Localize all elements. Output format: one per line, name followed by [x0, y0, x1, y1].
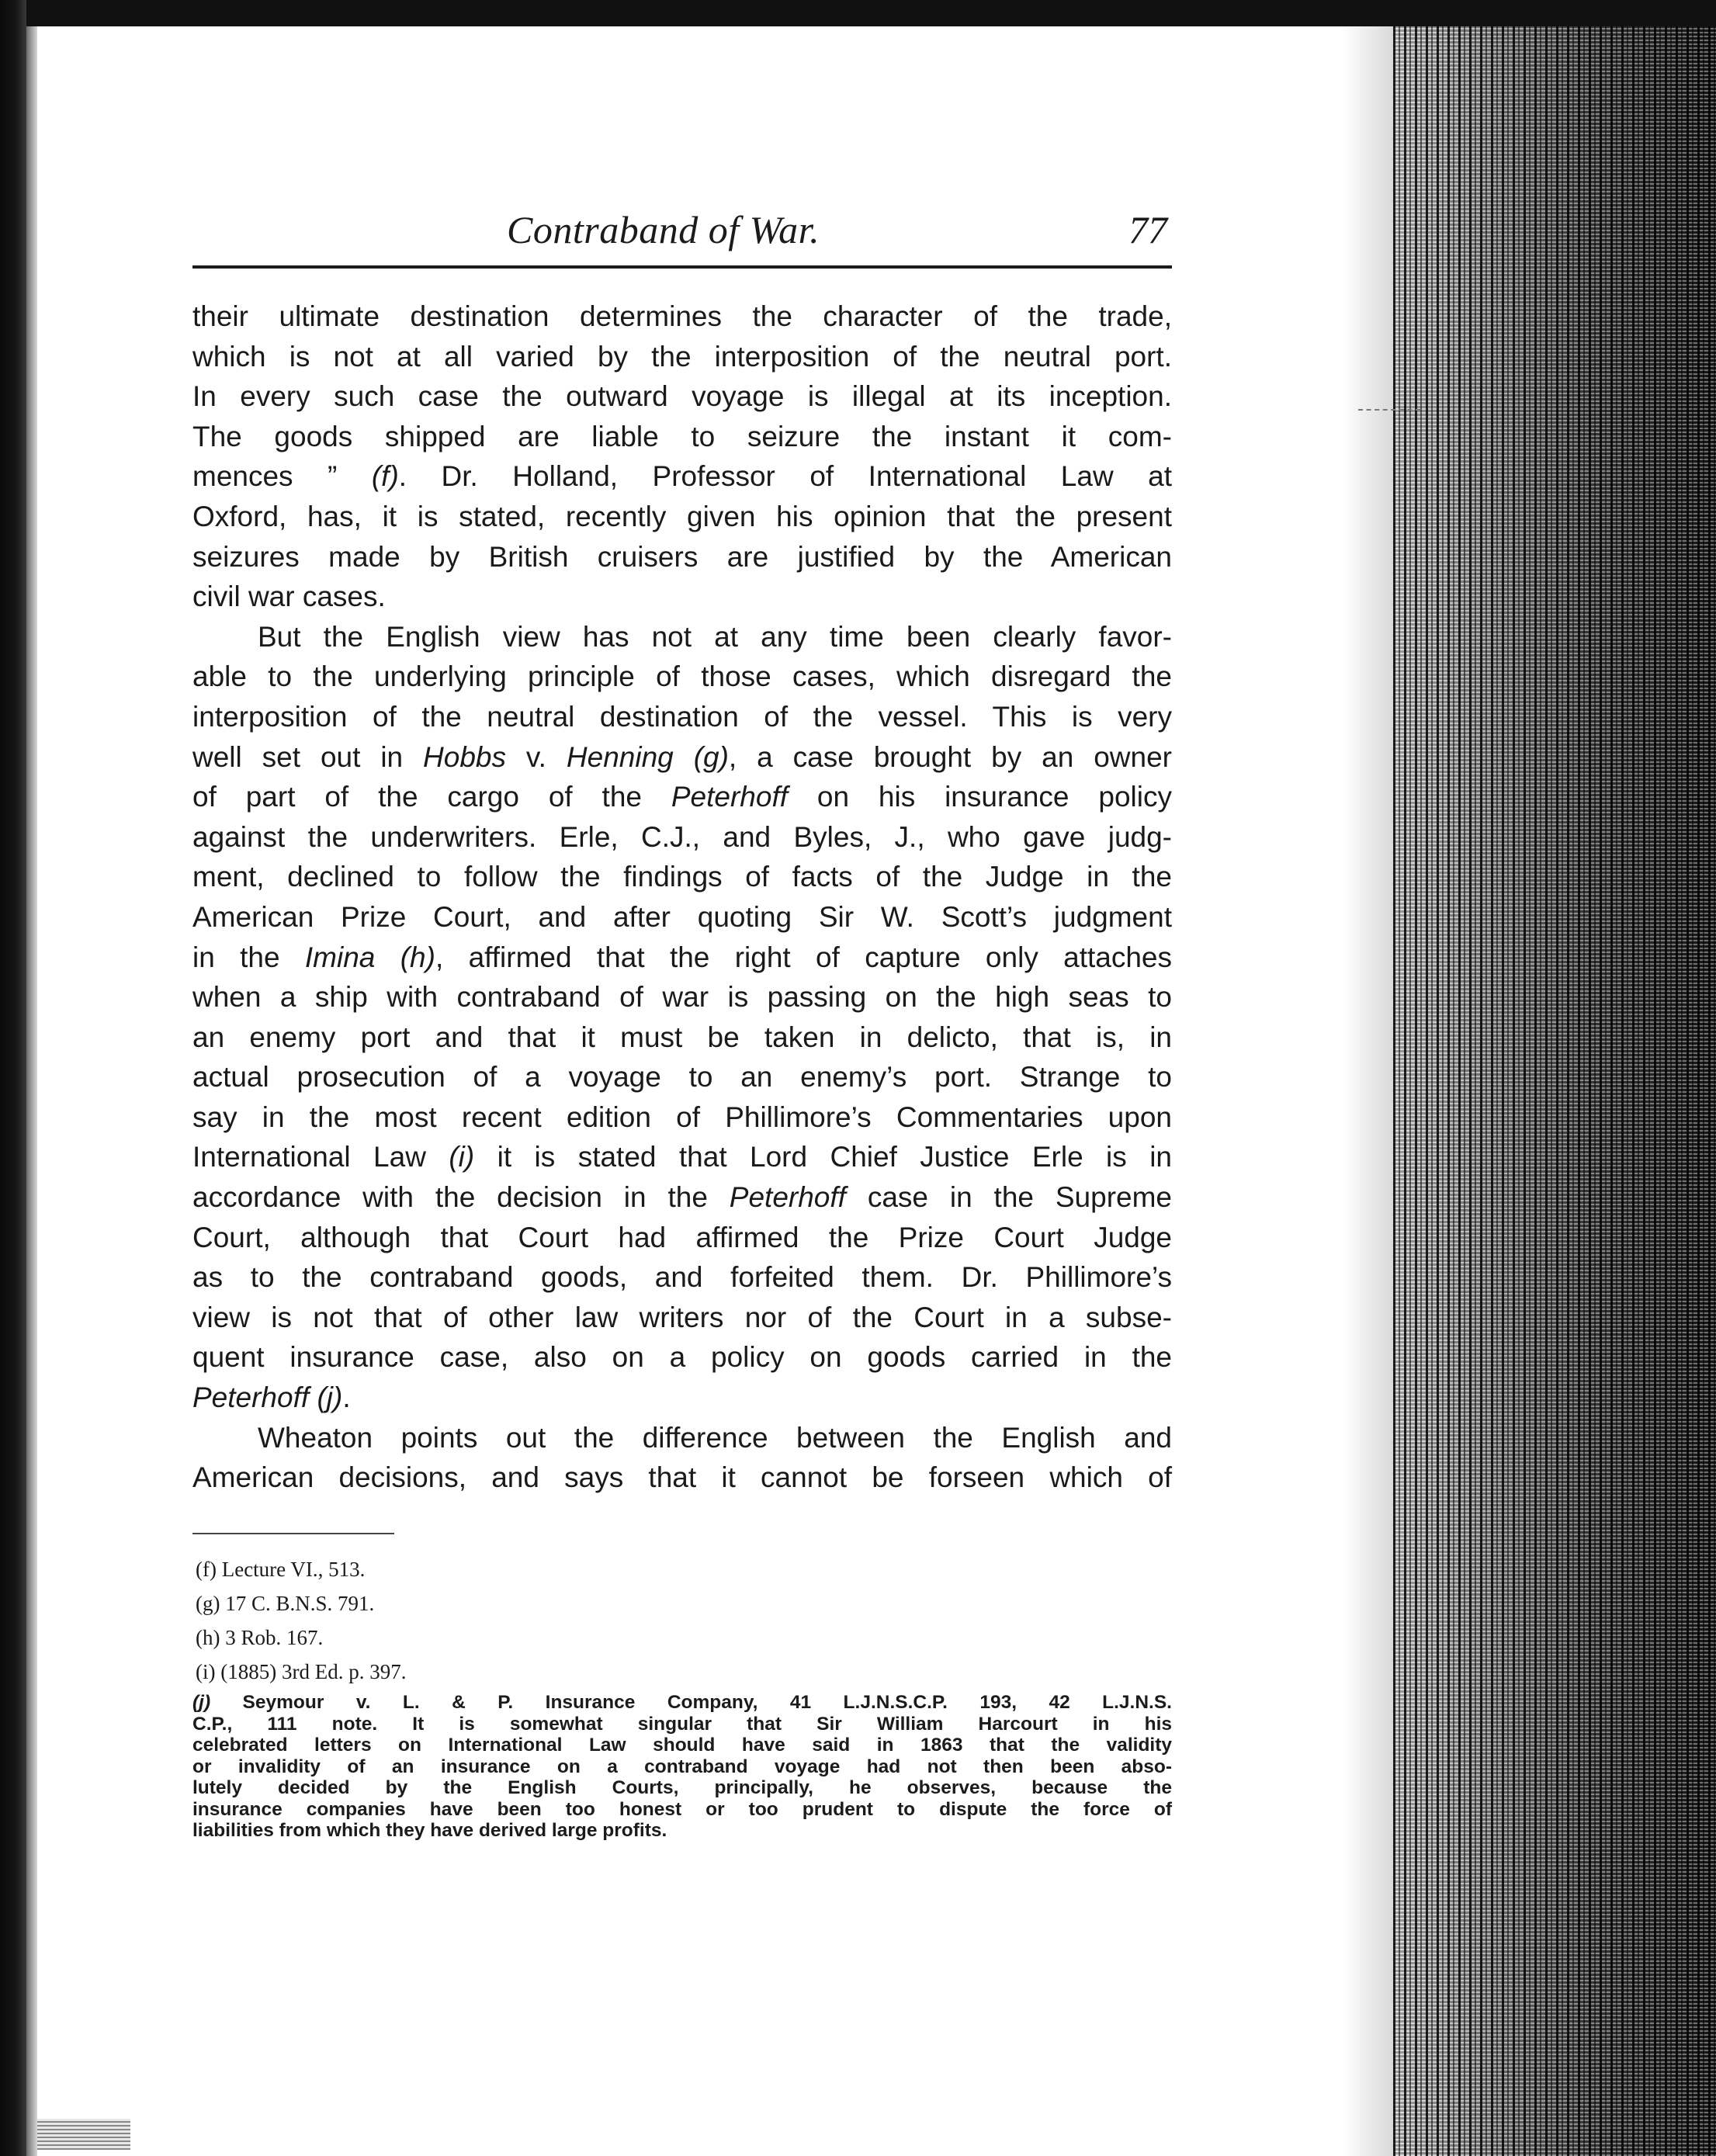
text-line: say in the most recent edition of Phillimore’s Commentaries upon — [192, 1101, 1172, 1133]
text-line: The goods shipped are liable to seizure the instant it com- — [192, 420, 1172, 452]
text-line: accordance with the decision in the Peterhoff case in the Supreme — [192, 1181, 1172, 1214]
footnote-g: (g) 17 C. B.N.S. 791. — [196, 1592, 375, 1615]
footnote-i: (i) (1885) 3rd Ed. p. 397. — [196, 1660, 407, 1683]
text-line: their ultimate destination determines the character of the trade, — [192, 300, 1172, 332]
scan-bottom-artifact — [37, 2119, 130, 2150]
footnote-f: (f) Lecture VI., 513. — [196, 1558, 366, 1581]
footnote-line: insurance companies have been too honest or too prudent to dispute the force of — [192, 1798, 1172, 1820]
running-title: Contraband of War. — [507, 208, 820, 251]
body-text — [192, 296, 1172, 1498]
text-line: International Law (i) it is stated that Lord Chief Justice Erle is in — [192, 1141, 1172, 1173]
text-line: ment, declined to follow the findings of facts of the Judge in the — [192, 861, 1172, 893]
text-line: civil war cases. — [192, 581, 386, 613]
footnote-line: C.P., 111 note. It is somewhat singular that Sir William Harcourt in his — [192, 1713, 1172, 1735]
scan-left-border — [0, 0, 26, 2156]
text-line: view is not that of other law writers nor of the Court in a subse- — [192, 1301, 1172, 1333]
footnote-line: liabilities from which they have derived large profits. — [192, 1820, 667, 1841]
page-number: 77 — [1128, 208, 1167, 251]
footnotes — [192, 1552, 1172, 1842]
book-page-edges — [1393, 26, 1716, 2156]
page-header — [192, 206, 1172, 268]
footnote-j — [192, 1692, 1172, 1842]
text-line: Wheaton points out the difference between the English and — [258, 1421, 1172, 1454]
text-line: against the underwriters. Erle, C.J., and Byles, J., who gave judg- — [192, 820, 1172, 853]
text-line: which is not at all varied by the interposition of the neutral port. — [192, 340, 1172, 373]
footnote-line: lutely decided by the English Courts, principally, he observes, because the — [192, 1777, 1172, 1798]
paragraph-3 — [192, 1418, 1172, 1498]
text-line: interposition of the neutral destination of the vessel. This is very — [192, 700, 1172, 733]
header-rule — [192, 265, 1172, 269]
text-line: as to the contraband goods, and forfeited them. Dr. Phillimore’s — [192, 1261, 1172, 1294]
text-line: actual prosecution of a voyage to an enemy’s port. Strange to — [192, 1061, 1172, 1094]
text-line: seizures made by British cruisers are justified by the American — [192, 540, 1172, 573]
text-line: But the English view has not at any time been clearly favor- — [258, 620, 1172, 653]
text-line: mences ” (f). Dr. Holland, Professor of International Law at — [192, 460, 1173, 493]
footnote-line: celebrated letters on International Law should have said in 1863 that the validity — [192, 1735, 1172, 1756]
text-line: In every such case the outward voyage is illegal at its inception. — [192, 380, 1172, 413]
text-line: Court, although that Court had affirmed the Prize Court Judge — [192, 1221, 1172, 1253]
text-line: American decisions, and says that it cannot be forseen which of — [192, 1461, 1172, 1494]
scan-top-border — [0, 0, 1716, 26]
footnote-rule — [192, 1533, 394, 1534]
text-line: quent insurance case, also on a policy on goods carried in the — [192, 1341, 1172, 1374]
scan-dash-artifact — [1358, 409, 1420, 411]
text-line: of part of the cargo of the Peterhoff on his insurance policy — [192, 781, 1172, 813]
paragraph-2 — [192, 617, 1172, 1418]
footnote-line: or invalidity of an insurance on a contraband voyage had not then been abso- — [192, 1756, 1172, 1777]
paragraph-1 — [192, 296, 1172, 617]
scan-right-fade — [1343, 26, 1397, 2156]
text-line: American Prize Court, and after quoting Sir W. Scott’s judgment — [192, 900, 1172, 933]
text-line: in the Imina (h), affirmed that the right of capture only attaches — [192, 941, 1173, 973]
text-line: when a ship with contraband of war is passing on the high seas to — [192, 981, 1172, 1014]
text-line: well set out in Hobbs v. Henning (g), a case brought by an owner — [192, 740, 1173, 773]
scan-left-shadow — [26, 26, 37, 2156]
footnote-line: (j) Seymour v. L. & P. Insurance Company, 41 L.J.N.S.C.P. 193, 42 L.J.N.S. — [192, 1692, 1172, 1713]
text-line: an enemy port and that it must be taken in delicto, that is, in — [192, 1021, 1172, 1053]
text-line: Peterhoff (j). — [192, 1381, 351, 1414]
footnote-h: (h) 3 Rob. 167. — [196, 1626, 324, 1649]
text-line: Oxford, has, it is stated, recently given his opinion that the present — [192, 500, 1172, 532]
text-line: able to the underlying principle of those cases, which disregard the — [192, 660, 1172, 693]
